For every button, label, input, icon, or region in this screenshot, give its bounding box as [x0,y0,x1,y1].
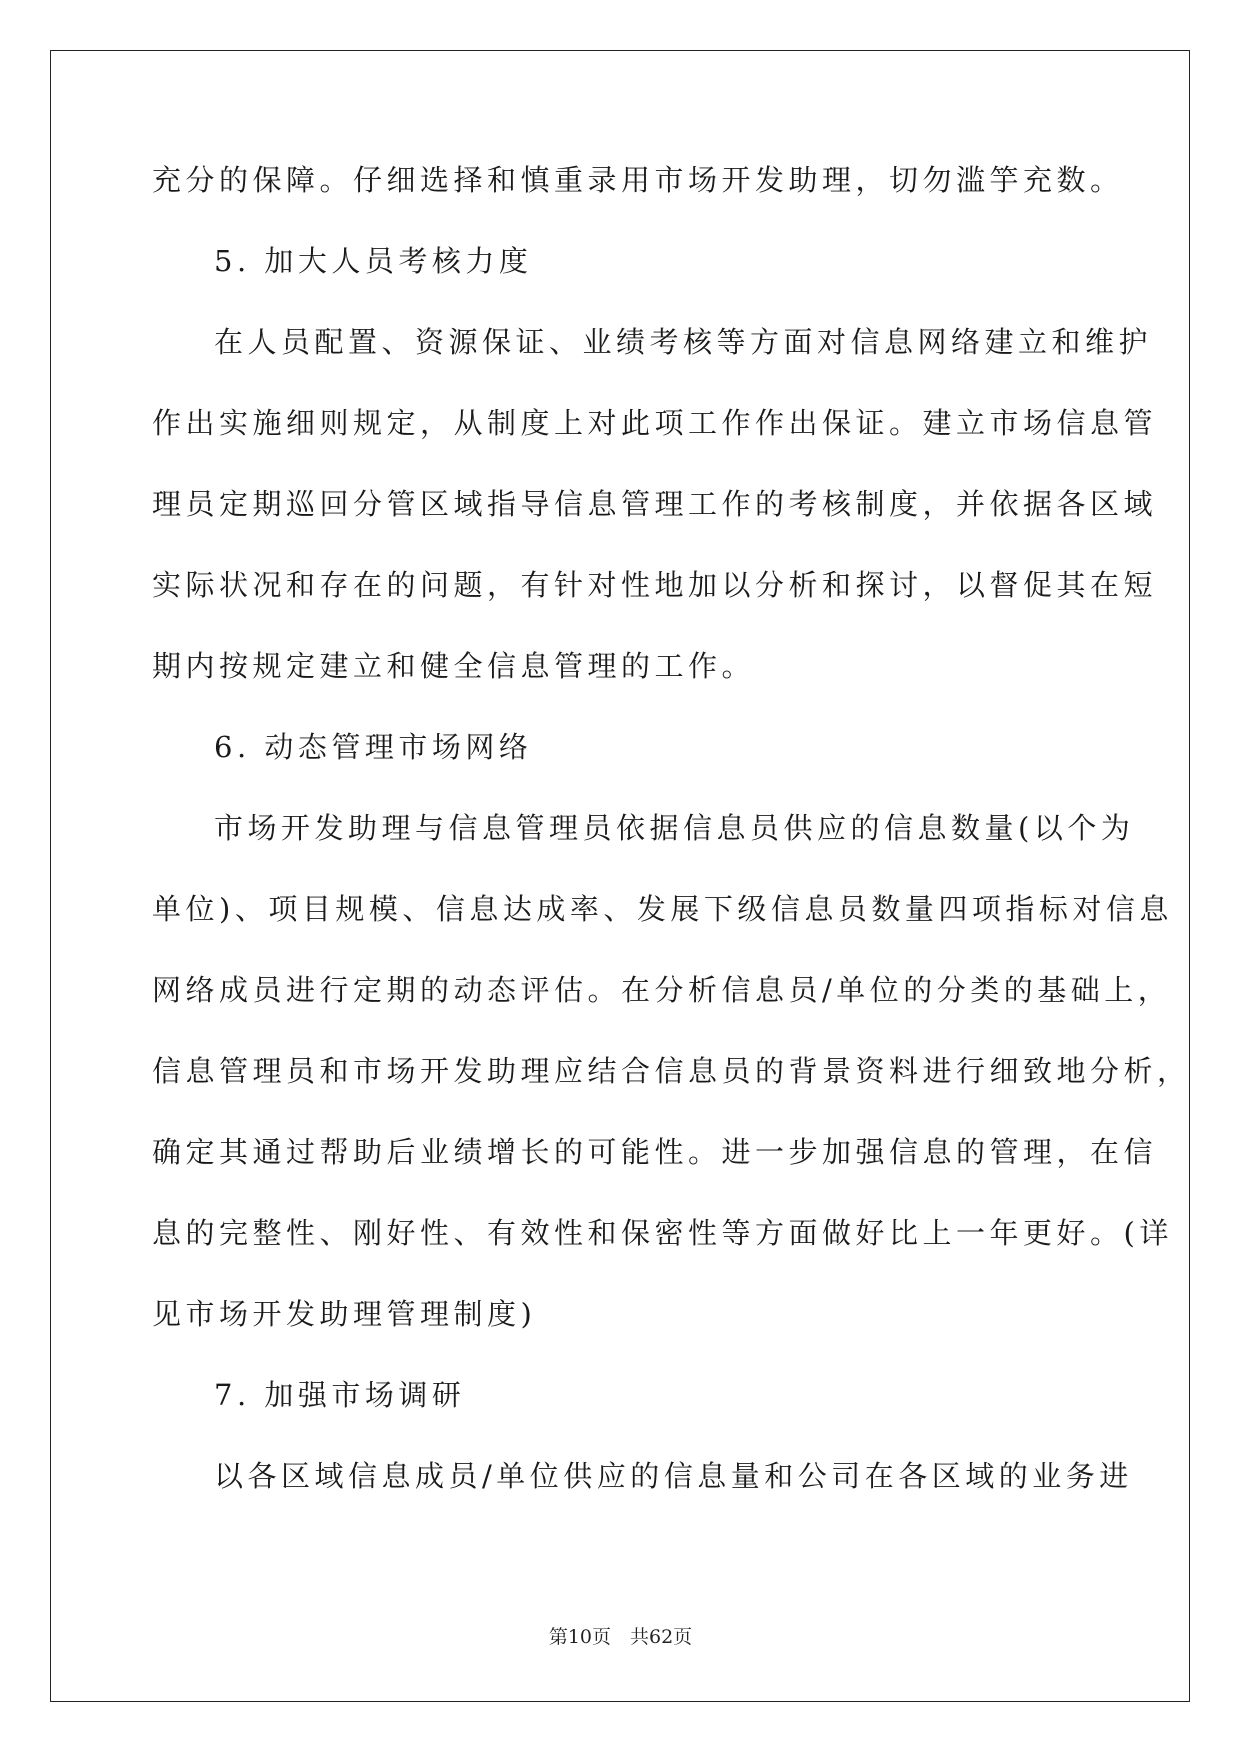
document-body [152,160,1191,1537]
text-line: 单位)、项目规模、信息达成率、发展下级信息员数量四项指标对信息 [152,892,1173,926]
text-line: 充分的保障。仔细选择和慎重录用市场开发助理，切勿滥竽充数。 [152,163,1124,197]
text-line: 理员定期巡回分管区域指导信息管理工作的考核制度，并依据各区域 [152,487,1158,521]
text-line: 以各区域信息成员/单位供应的信息量和公司在各区域的业务进 [214,1459,1133,1493]
section-heading: 5. 加大人员考核力度 [214,244,533,278]
section-heading: 7. 加强市场调研 [214,1378,466,1412]
text-line: 网络成员进行定期的动态评估。在分析信息员/单位的分类的基础上， [152,973,1172,1007]
text-line: 见市场开发助理管理制度) [152,1297,537,1331]
text-line: 在人员配置、资源保证、业绩考核等方面对信息网络建立和维护 [214,325,1153,359]
text-line: 确定其通过帮助后业绩增长的可能性。进一步加强信息的管理，在信 [152,1135,1158,1169]
page-number [0,1622,1241,1649]
text-line: 期内按规定建立和健全信息管理的工作。 [152,649,756,683]
text-line: 实际状况和存在的问题，有针对性地加以分析和探讨，以督促其在短 [152,568,1158,602]
page-number-label: 第10页 共62页 [548,1626,693,1648]
text-line: 市场开发助理与信息管理员依据信息员供应的信息数量(以个为 [214,811,1135,845]
section-heading: 6. 动态管理市场网络 [214,730,533,764]
text-line: 信息管理员和市场开发助理应结合信息员的背景资料进行细致地分析， [152,1054,1191,1088]
text-line: 息的完整性、刚好性、有效性和保密性等方面做好比上一年更好。(详 [152,1216,1173,1250]
text-line: 作出实施细则规定，从制度上对此项工作作出保证。建立市场信息管 [152,406,1158,440]
